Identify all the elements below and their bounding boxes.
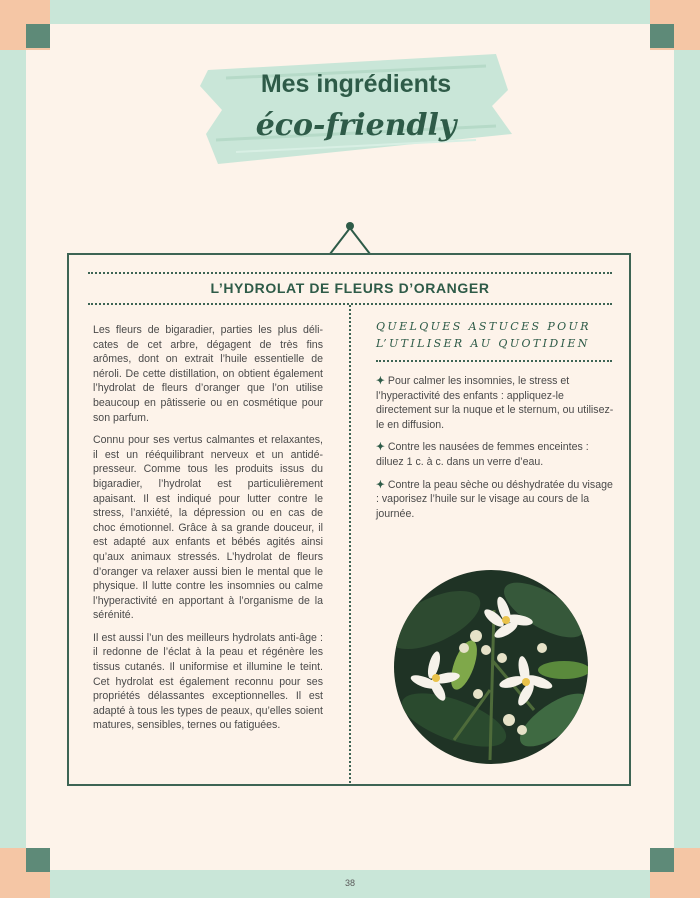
tip-item: [376, 440, 616, 469]
top-border-band: [0, 0, 700, 24]
tips-heading-line: L’UTILISER AU QUOTIDIEN: [376, 337, 590, 350]
paragraph: Il est aussi l’un des meilleurs hydrolats anti-âge : il redonne de l’éclat à la peau et régénère les tissus cutanés. Il uniformise et illumine le teint. Cet hydrolat est également reconnu pour ses propriétés délassantes exceptionnelles. Il est adapté à tous les types de peaux, qu’elles soient matures, sensibles, ternes ou fatiguées.: [93, 631, 323, 732]
orange-blossom-photo: [394, 570, 588, 764]
tips-heading-line: QUELQUES ASTUCES POUR: [376, 320, 591, 333]
corner-decoration-bottom-right: [650, 848, 700, 898]
main-text: [93, 323, 323, 741]
tip-text: Pour calmer les insomnies, le stress et l’hyperactivité des enfants : appliquez-le directement sur la nuque et le sternum, ou utilisez-le en diffusion.: [376, 375, 614, 431]
page-title: Mes ingrédients: [260, 70, 452, 98]
sparkle-icon: ✦: [376, 478, 385, 491]
tips-heading: [376, 318, 616, 352]
right-border-band: [674, 0, 700, 898]
paragraph: Connu pour ses vertus calmantes et relaxantes, il est un rééquilibrant nerveux et un antidépresseur. Comme tous les produits issus du bigaradier, l’hydrolat est particulièrement apaisant. Il est indiqué pour lutter contre le stress, l’anxiété, la dépression ou en cas de choc émotionnel. Grâce à sa grande douceur, il est adapté aux enfants et bébés agités ainsi qu’aux animaux stressés. L’hydrolat de fleurs d’oranger va relaxer aussi bien le mental que le physique. Il lutte contre les insomnies ou calme l’hyperactivité en apportant à l’organisme de la sérénité.: [93, 434, 323, 622]
dotted-rule: [88, 272, 612, 274]
corner-square: [650, 848, 674, 872]
corner-decoration-top-left: [0, 0, 50, 50]
box-title: L’HYDROLAT DE FLEURS D’ORANGER: [210, 280, 490, 296]
corner-square: [26, 848, 50, 872]
corner-square: [26, 24, 50, 48]
sparkle-icon: ✦: [376, 375, 385, 387]
page-number: 38: [344, 878, 355, 888]
tip-item: [376, 374, 616, 432]
corner-decoration-top-right: [650, 0, 700, 50]
left-border-band: [0, 0, 26, 898]
frame-hanger: [320, 218, 380, 258]
dotted-rule: [376, 360, 612, 362]
corner-square: [650, 24, 674, 48]
tips-list: [376, 374, 616, 529]
tip-text: Contre les nausées de femmes enceintes : diluez 1 c. à c. dans un verre d’eau.: [376, 441, 589, 468]
column-divider: [349, 305, 351, 783]
paragraph: Les fleurs de bigaradier, parties les plus délicates de cet arbre, dégagent de très fins arômes, dont on extrait l’huile essentielle de néroli. De cette distillation, on obtient également l’hydrolat de fleurs d’oranger que l’on utilise beaucoup en pâtisserie ou en cosmétique pour son parfum.: [93, 324, 323, 424]
corner-decoration-bottom-left: [0, 848, 50, 898]
page-subtitle: éco-friendly: [255, 108, 457, 143]
sparkle-icon: ✦: [376, 441, 385, 454]
tip-item: [376, 478, 616, 522]
tip-text: Contre la peau sèche ou déshydratée du visage : vaporisez l’huile sur le visage au cours de la journée.: [376, 478, 613, 520]
